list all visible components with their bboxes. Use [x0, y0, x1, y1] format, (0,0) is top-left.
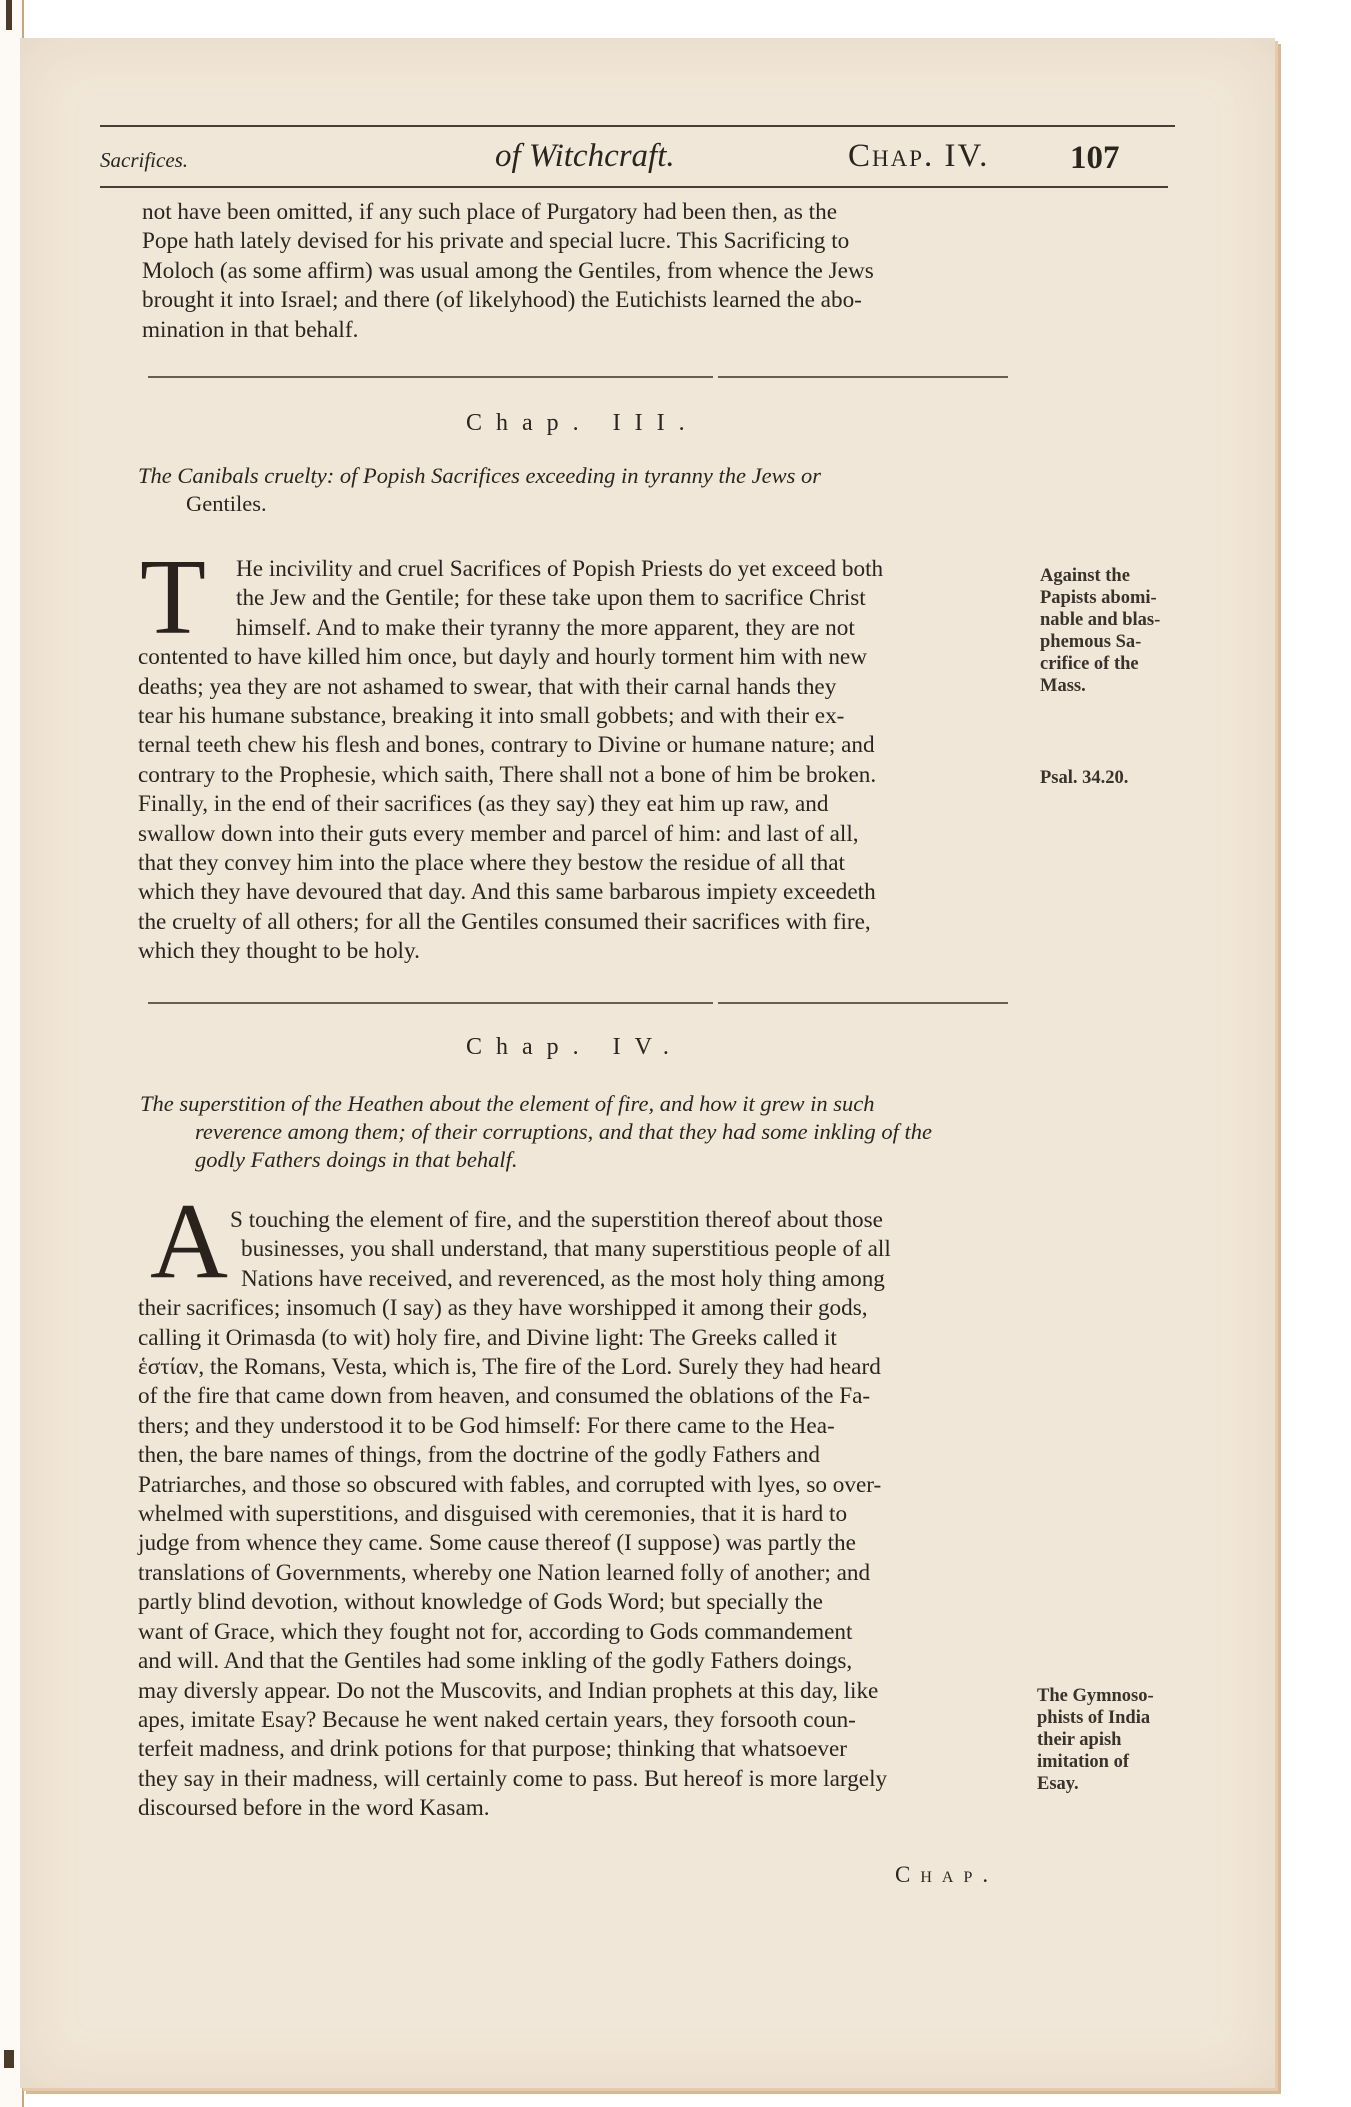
margin-note-papists [1040, 565, 1160, 697]
section-divider [148, 1002, 713, 1004]
text-line: Patriarches, and those so obscured with fables, and corrupted with lyes, so over- [138, 1471, 882, 1498]
note-line: imitation of [1037, 1752, 1129, 1772]
text-line: of the fire that came down from heaven, and consumed the oblations of the Fa- [138, 1383, 871, 1410]
text-line: the Jew and the Gentile; for these take upon them to sacrifice Christ [236, 585, 866, 612]
text-line: may diversly appear. Do not the Muscovits, and Indian prophets at this day, like [138, 1677, 879, 1704]
text-line: translations of Governments, whereby one Nation learned folly of another; and [138, 1559, 871, 1586]
text-line: contrary to the Prophesie, which saith, There shall not a bone of him be broken. [138, 761, 877, 788]
chapter-3-dropcap: T [140, 538, 206, 657]
note-line: The Gymnoso- [1037, 1686, 1154, 1706]
text-line: apes, imitate Esay? Because he went naked certain years, they forsooth coun- [138, 1706, 856, 1733]
subtitle-line: The Canibals cruelty: of Popish Sacrifices exceeding in tyranny the Jews or [138, 463, 821, 488]
text-line: they say in their madness, will certainly come to pass. But hereof is more largely [138, 1765, 888, 1792]
text-line: thers; and they understood it to be God himself: For there came to the Hea- [138, 1412, 835, 1439]
text-line: contented to have killed him once, but dayly and hourly torment him with new [138, 644, 867, 671]
note-line: phemous Sa- [1040, 632, 1142, 652]
catchword: Chap. [895, 1862, 999, 1887]
text-line: S touching the element of fire, and the superstition thereof about those [230, 1207, 883, 1233]
intro-paragraph [142, 198, 1042, 345]
section-divider [718, 1002, 1008, 1004]
running-head-chapter: Chap. IV. [848, 138, 990, 174]
margin-note-gymnosophists [1037, 1685, 1154, 1795]
text-line: which they thought to be holy. [138, 938, 420, 965]
chapter-4-heading: Chap. IV. [466, 1034, 683, 1060]
chapter-4-body [138, 1206, 1038, 1824]
text-line: himself. And to make their tyranny the more apparent, they are not [236, 614, 855, 641]
note-line: Esay. [1037, 1774, 1079, 1794]
text-line: whelmed with superstitions, and disguised with ceremonies, that it is hard to [138, 1501, 848, 1528]
text-line: ἑστίαν, the Romans, Vesta, which is, The fire of the Lord. Surely they had heard [138, 1354, 881, 1381]
text-line: calling it Orimasda (to wit) holy fire, and Divine light: The Greeks called it [138, 1324, 837, 1351]
note-line: Against the [1040, 566, 1130, 586]
note-line: nable and blas- [1040, 610, 1161, 630]
header-rule-bottom [100, 186, 1168, 188]
binding-mark [6, 0, 12, 30]
text-line: Pope hath lately devised for his private and special lucre. This Sacrificing to [142, 228, 850, 255]
text-line: and will. And that the Gentiles had some inkling of the godly Fathers doings, [138, 1648, 853, 1675]
text-line: which they have devoured that day. And this same barbarous impiety exceedeth [138, 879, 876, 906]
subtitle-line: reverence among them; of their corruptions, and that they had some inkling of the [195, 1119, 932, 1144]
text-line: swallow down into their guts every member and parcel of him: and last of all, [138, 820, 859, 847]
text-line: deaths; yea they are not ashamed to swear, that with their carnal hands they [138, 673, 837, 700]
text-line: terfeit madness, and drink potions for that purpose; thinking that whatsoever [138, 1736, 847, 1763]
binding-mark-bottom [4, 2050, 14, 2068]
section-divider [718, 376, 1008, 378]
note-line: Psal. 34.20. [1040, 768, 1129, 788]
text-line: mination in that behalf. [142, 316, 359, 343]
text-line: businesses, you shall understand, that many superstitious people of all [241, 1236, 891, 1263]
text-line: that they convey him into the place where they bestow the residue of all that [138, 850, 845, 877]
page-number: 107 [1070, 140, 1120, 176]
text-line: judge from whence they came. Some cause thereof (I suppose) was partly the [138, 1530, 856, 1557]
header-rule-top [100, 125, 1175, 127]
chapter-3-heading: Chap. III. [466, 410, 699, 436]
running-head-title: of Witchcraft. [495, 138, 675, 174]
note-line: phists of India [1037, 1708, 1151, 1728]
text-line: then, the bare names of things, from the doctrine of the godly Fathers and [138, 1442, 820, 1469]
running-head-left: Sacrifices. [100, 148, 189, 172]
subtitle-line: The superstition of the Heathen about the element of fire, and how it grew in such [140, 1091, 875, 1116]
text-line: the cruelty of all others; for all the Gentiles consumed their sacrifices with fire, [138, 908, 871, 935]
text-line: He incivility and cruel Sacrifices of Popish Priests do yet exceed both [236, 556, 884, 582]
section-divider [148, 376, 713, 378]
text-line: partly blind devotion, without knowledge of Gods Word; but specially the [138, 1589, 823, 1616]
text-line: their sacrifices; insomuch (I say) as they have worshipped it among their gods, [138, 1295, 868, 1322]
chapter-4-dropcap: A [150, 1182, 228, 1301]
text-line: not have been omitted, if any such place of Purgatory had been then, as the [142, 199, 837, 225]
text-line: tear his humane substance, breaking it into small gobbets; and with their ex- [138, 703, 845, 730]
note-line: Mass. [1040, 676, 1086, 696]
note-line: their apish [1037, 1730, 1122, 1750]
text-line: discoursed before in the word Kasam. [138, 1795, 490, 1822]
chapter-4-subtitle [140, 1090, 1050, 1174]
text-line: Finally, in the end of their sacrifices (as they say) they eat him up raw, and [138, 791, 829, 818]
subtitle-line: Gentiles. [186, 491, 267, 516]
note-line: crifice of the [1040, 654, 1139, 674]
subtitle-line: godly Fathers doings in that behalf. [195, 1147, 518, 1172]
running-head [100, 138, 1150, 182]
text-line: Nations have received, and reverenced, as the most holy thing among [241, 1265, 885, 1292]
margin-note-psalm [1040, 767, 1128, 789]
text-line: brought it into Israel; and there (of likelyhood) the Eutichists learned the abo- [142, 287, 862, 314]
chapter-3-subtitle [138, 462, 1038, 518]
note-line: Papists abomi- [1040, 588, 1157, 608]
text-line: ternal teeth chew his flesh and bones, contrary to Divine or humane nature; and [138, 732, 875, 759]
text-line: want of Grace, which they fought not for, according to Gods commandement [138, 1618, 853, 1645]
text-line: Moloch (as some affirm) was usual among the Gentiles, from whence the Jews [142, 257, 874, 284]
chapter-3-body [138, 555, 1038, 967]
